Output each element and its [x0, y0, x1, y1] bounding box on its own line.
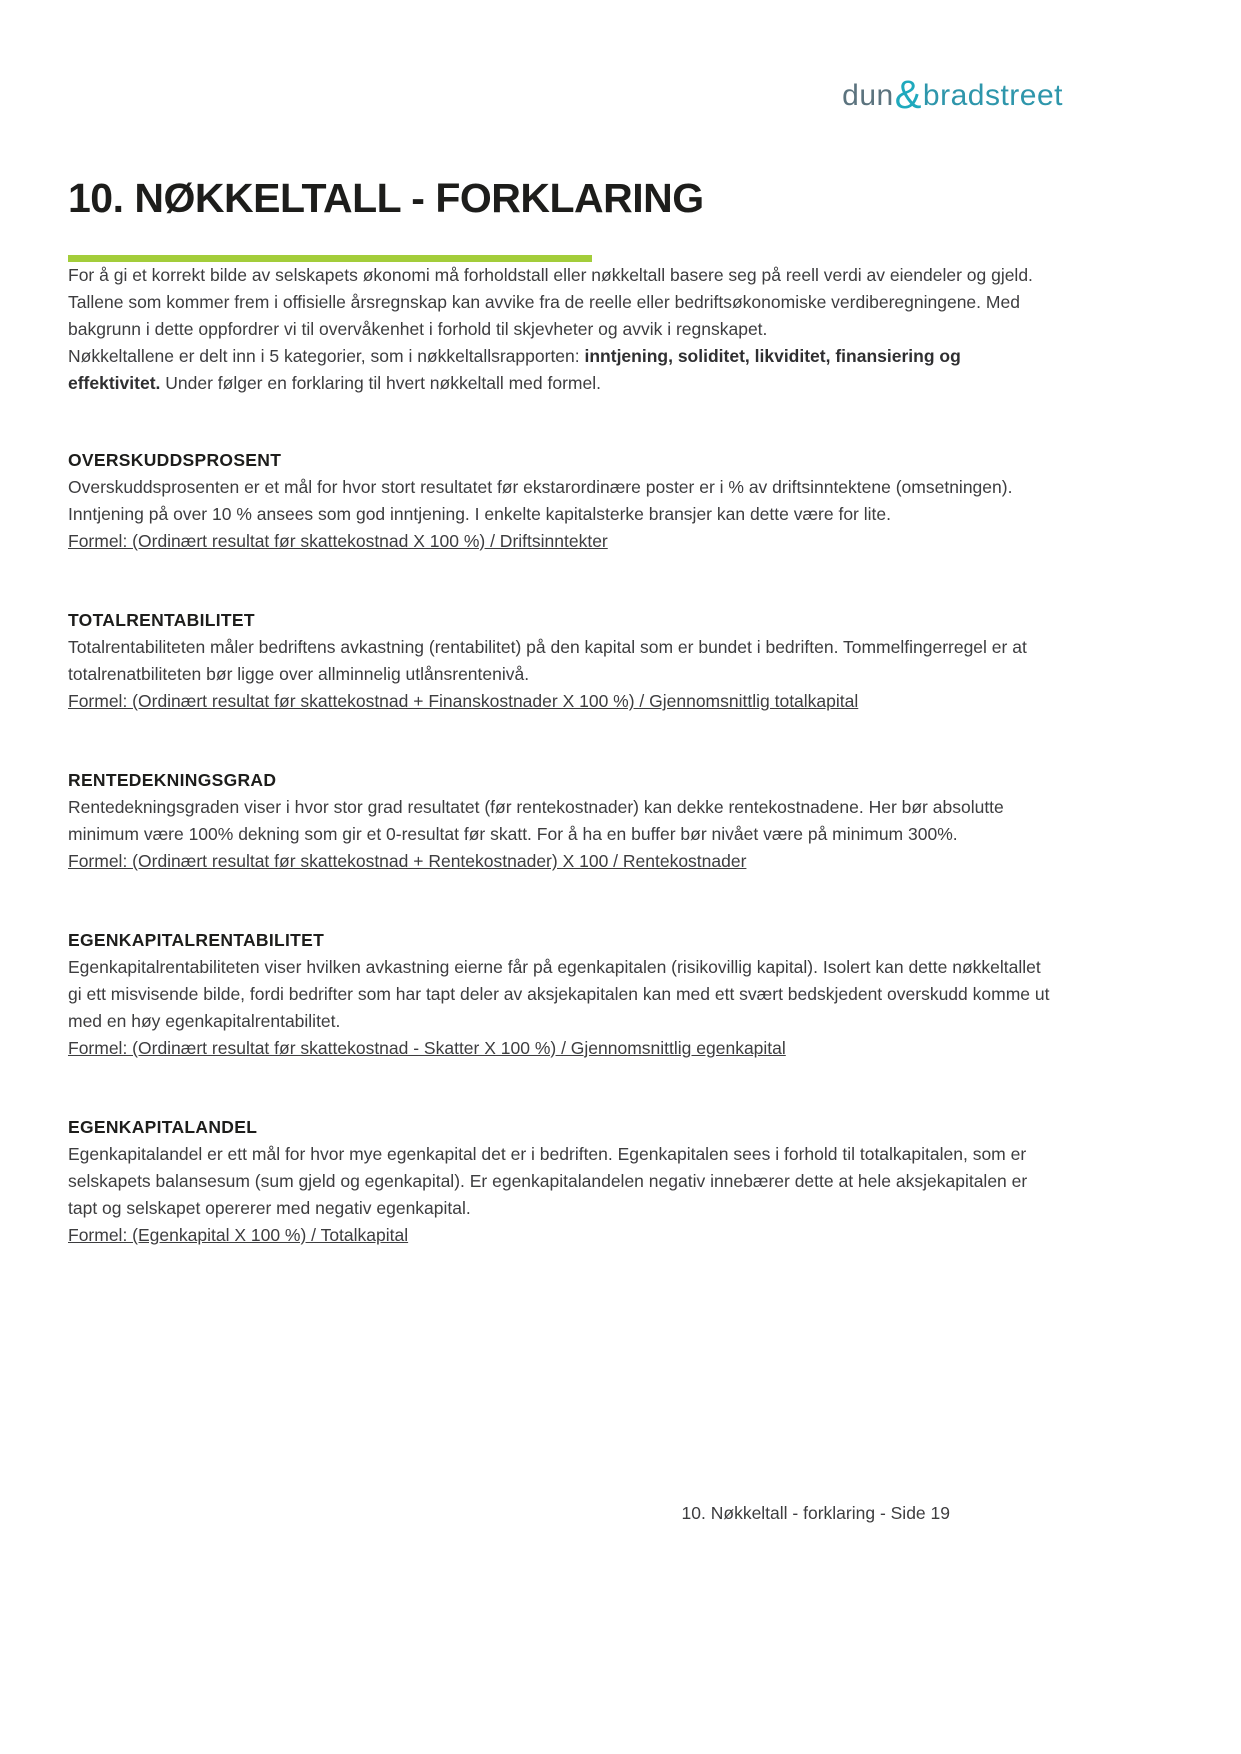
page-title: 10. NØKKELTALL - FORKLARING [68, 175, 704, 221]
section-body: Overskuddsprosenten er et mål for hvor stort resultatet før ekstarordinære poster er i % av driftsinntektene (omsetningen). Inntjening på over 10 % ansees som god inntjening. I enkelte kapitalsterke bransjer kan dette være for lite. [68, 477, 1013, 525]
section-heading: EGENKAPITALANDEL [68, 1117, 258, 1138]
section-body: Egenkapitalandel er ett mål for hvor mye egenkapital det er i bedriften. Egenkapitalen sees i forhold til totalkapitalen, som er selskapets balansesum (sum gjeld og egenkapital). Er egenkapitalandelen negativ innebærer dette at hele aksjekapitalen er tapt og selskapet opererer med negativ egenkapital. [68, 1144, 1028, 1219]
title-underline-bar [68, 255, 592, 262]
section-formula: Formel: (Ordinært resultat før skattekostnad + Finanskostnader X 100 %) / Gjennomsnittlig totalkapital [68, 691, 859, 712]
section-body: Egenkapitalrentabiliteten viser hvilken avkastning eierne får på egenkapitalen (risikovillig kapital). Isolert kan dette nøkkeltallet gi ett misvisende bilde, fordi bedrifter som har tapt deler av aksjekapitalen kan med ett svært bedskjedent overskudd komme ut med en høy egenkapitalrentabilitet. [68, 957, 1050, 1032]
intro-p2-categories-bold: inntjening, soliditet, likviditet, finansiering og effektivitet. [68, 346, 961, 394]
section-heading: TOTALRENTABILITET [68, 610, 255, 631]
section-totalrentabilitet [68, 607, 1053, 715]
intro-p2-lead-text: Nøkkeltallene er delt inn i 5 kategorier, som i nøkkeltallsrapporten: [68, 346, 585, 367]
section-formula: Formel: (Ordinært resultat før skattekostnad + Rentekostnader) X 100 / Rentekostnader [68, 851, 747, 872]
page-footer: 10. Nøkkeltall - forklaring - Side 19 [681, 1503, 950, 1523]
intro-paragraph-2 [68, 343, 1053, 397]
section-overskuddsprosent [68, 447, 1053, 555]
section-formula: Formel: (Egenkapital X 100 %) / Totalkapital [68, 1225, 409, 1246]
intro-paragraph-1: For å gi et korrekt bilde av selskapets økonomi må forholdstall eller nøkkeltall basere seg på reell verdi av eiendeler og gjeld. Tallene som kommer frem i offisielle årsregnskap kan avvike fra de reelle eller bedriftsøkonomiske verdiberegningene. Med bakgrunn i dette oppfordrer vi til overvåkenhet i forhold til skjevheter og avvik i regnskapet. [68, 265, 1033, 340]
section-body: Totalrentabiliteten måler bedriftens avkastning (rentabilitet) på den kapital som er bundet i bedriften. Tommelfingerregel er at totalrenatbiliteten bør ligge over allminnelig utlånsrentenivå. [68, 637, 1027, 685]
section-egenkapitalrentabilitet [68, 927, 1053, 1062]
logo-text-dun: dun [842, 79, 894, 112]
intro-p2-trailing-text: Under følger en forklaring til hvert nøkkeltall med formel. [160, 373, 601, 394]
section-egenkapitalandel [68, 1114, 1053, 1249]
section-rentedekningsgrad [68, 767, 1053, 875]
section-formula: Formel: (Ordinært resultat før skattekostnad X 100 %) / Driftsinntekter [68, 531, 608, 552]
section-body: Rentedekningsgraden viser i hvor stor grad resultatet (før rentekostnader) kan dekke rentekostnadene. Her bør absolutte minimum være 100% dekning som gir et 0-resultat før skatt. For å ha en buffer bør nivået være på minimum 300%. [68, 797, 1004, 845]
dun-bradstreet-logo [842, 72, 1063, 117]
logo-ampersand-icon: & [894, 73, 922, 117]
section-heading: EGENKAPITALRENTABILITET [68, 930, 325, 951]
section-formula: Formel: (Ordinært resultat før skattekostnad - Skatter X 100 %) / Gjennomsnittlig egenkapital [68, 1038, 786, 1059]
logo-text-bradstreet: bradstreet [922, 79, 1063, 112]
section-heading: RENTEDEKNINGSGRAD [68, 770, 277, 791]
section-heading: OVERSKUDDSPROSENT [68, 450, 282, 471]
